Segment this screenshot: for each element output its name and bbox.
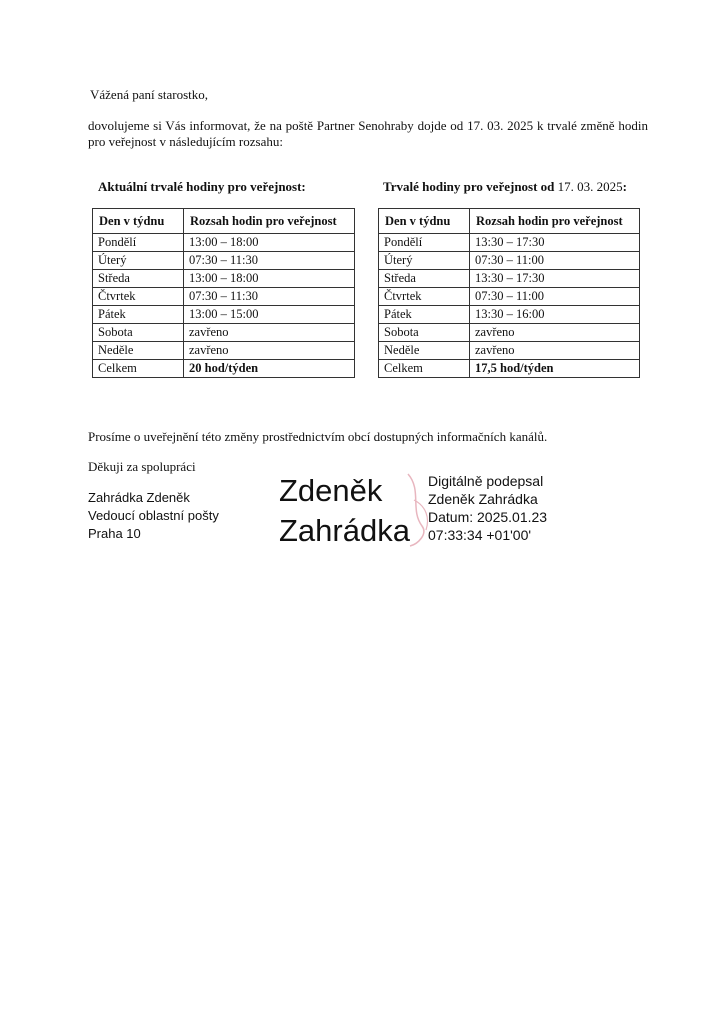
hours-cell: zavřeno — [184, 324, 355, 342]
day-cell: Středa — [93, 270, 184, 288]
table-row — [379, 252, 640, 270]
hours-cell: 13:30 – 16:00 — [470, 306, 640, 324]
day-cell: Pondělí — [93, 234, 184, 252]
signature-line-1: Digitálně podepsal — [428, 473, 544, 489]
thanks-line: Děkuji za spolupráci — [88, 459, 196, 474]
signer-title: Vedoucí oblastní pošty — [88, 508, 219, 523]
total-row — [379, 360, 640, 378]
day-cell: Čtvrtek — [93, 288, 184, 306]
new-hours-heading-colon: : — [622, 179, 628, 194]
hours-cell: 07:30 – 11:00 — [470, 252, 640, 270]
table-row — [93, 288, 355, 306]
day-cell: Pátek — [379, 306, 470, 324]
day-cell: Sobota — [93, 324, 184, 342]
hours-cell: 13:00 – 18:00 — [184, 270, 355, 288]
table-row — [93, 306, 355, 324]
new-hours-heading-date: 17. 03. 2025 — [557, 179, 623, 194]
day-cell: Pátek — [93, 306, 184, 324]
total-label: Celkem — [379, 360, 470, 378]
hours-cell: zavřeno — [184, 342, 355, 360]
new-hours-heading-text: Trvalé hodiny pro veřejnost od — [383, 179, 555, 194]
hours-cell: 07:30 – 11:30 — [184, 288, 355, 306]
signature-line-4: 07:33:34 +01'00' — [428, 527, 532, 543]
hours-cell: 13:30 – 17:30 — [470, 270, 640, 288]
hours-cell: 07:30 – 11:00 — [470, 288, 640, 306]
digital-signature-info — [428, 472, 547, 544]
current-hours-table — [92, 208, 355, 378]
table-row — [379, 306, 640, 324]
table-row — [379, 234, 640, 252]
table-row — [379, 324, 640, 342]
signature-last-name: Zahrádka — [279, 513, 410, 548]
hours-cell: 13:30 – 17:30 — [470, 234, 640, 252]
table-row — [379, 270, 640, 288]
total-value: 17,5 hod/týden — [470, 360, 640, 378]
table-row — [93, 342, 355, 360]
hours-cell: zavřeno — [470, 324, 640, 342]
table-header-row — [379, 209, 640, 234]
table-row — [93, 270, 355, 288]
salutation: Vážená paní starostko, — [90, 87, 209, 102]
table-row — [93, 324, 355, 342]
intro-paragraph: dovolujeme si Vás informovat, že na poště Partner Senohraby dojde od 17. 03. 2025 k trvalé změně hodin pro veřejnost v následujícím rozsahu: — [88, 118, 648, 149]
hours-cell: 13:00 – 18:00 — [184, 234, 355, 252]
column-header-hours: Rozsah hodin pro veřejnost — [184, 209, 355, 234]
column-header-hours: Rozsah hodin pro veřejnost — [470, 209, 640, 234]
day-cell: Sobota — [379, 324, 470, 342]
signer-office: Praha 10 — [88, 526, 141, 541]
table-row — [93, 234, 355, 252]
new-hours-heading — [383, 179, 627, 195]
new-hours-table — [378, 208, 640, 378]
current-hours-heading: Aktuální trvalé hodiny pro veřejnost: — [98, 179, 306, 194]
hours-cell: 13:00 – 15:00 — [184, 306, 355, 324]
hours-cell: 07:30 – 11:30 — [184, 252, 355, 270]
digital-signature-name — [279, 471, 410, 551]
table-row — [379, 342, 640, 360]
column-header-day: Den v týdnu — [93, 209, 184, 234]
signature-line-3: Datum: 2025.01.23 — [428, 509, 548, 525]
signer-name: Zahrádka Zdeněk — [88, 490, 190, 505]
table-header-row — [93, 209, 355, 234]
closing-paragraph: Prosíme o uveřejnění této změny prostřednictvím obcí dostupných informačních kanálů. — [88, 429, 548, 444]
signature-first-name: Zdeněk — [279, 473, 383, 508]
hours-cell: zavřeno — [470, 342, 640, 360]
table-row — [93, 252, 355, 270]
day-cell: Středa — [379, 270, 470, 288]
day-cell: Neděle — [379, 342, 470, 360]
table-row — [379, 288, 640, 306]
day-cell: Pondělí — [379, 234, 470, 252]
column-header-day: Den v týdnu — [379, 209, 470, 234]
total-label: Celkem — [93, 360, 184, 378]
day-cell: Neděle — [93, 342, 184, 360]
signer-block — [88, 489, 219, 543]
day-cell: Úterý — [379, 252, 470, 270]
day-cell: Úterý — [93, 252, 184, 270]
total-row — [93, 360, 355, 378]
total-value: 20 hod/týden — [184, 360, 355, 378]
day-cell: Čtvrtek — [379, 288, 470, 306]
signature-line-2: Zdeněk Zahrádka — [428, 491, 538, 507]
